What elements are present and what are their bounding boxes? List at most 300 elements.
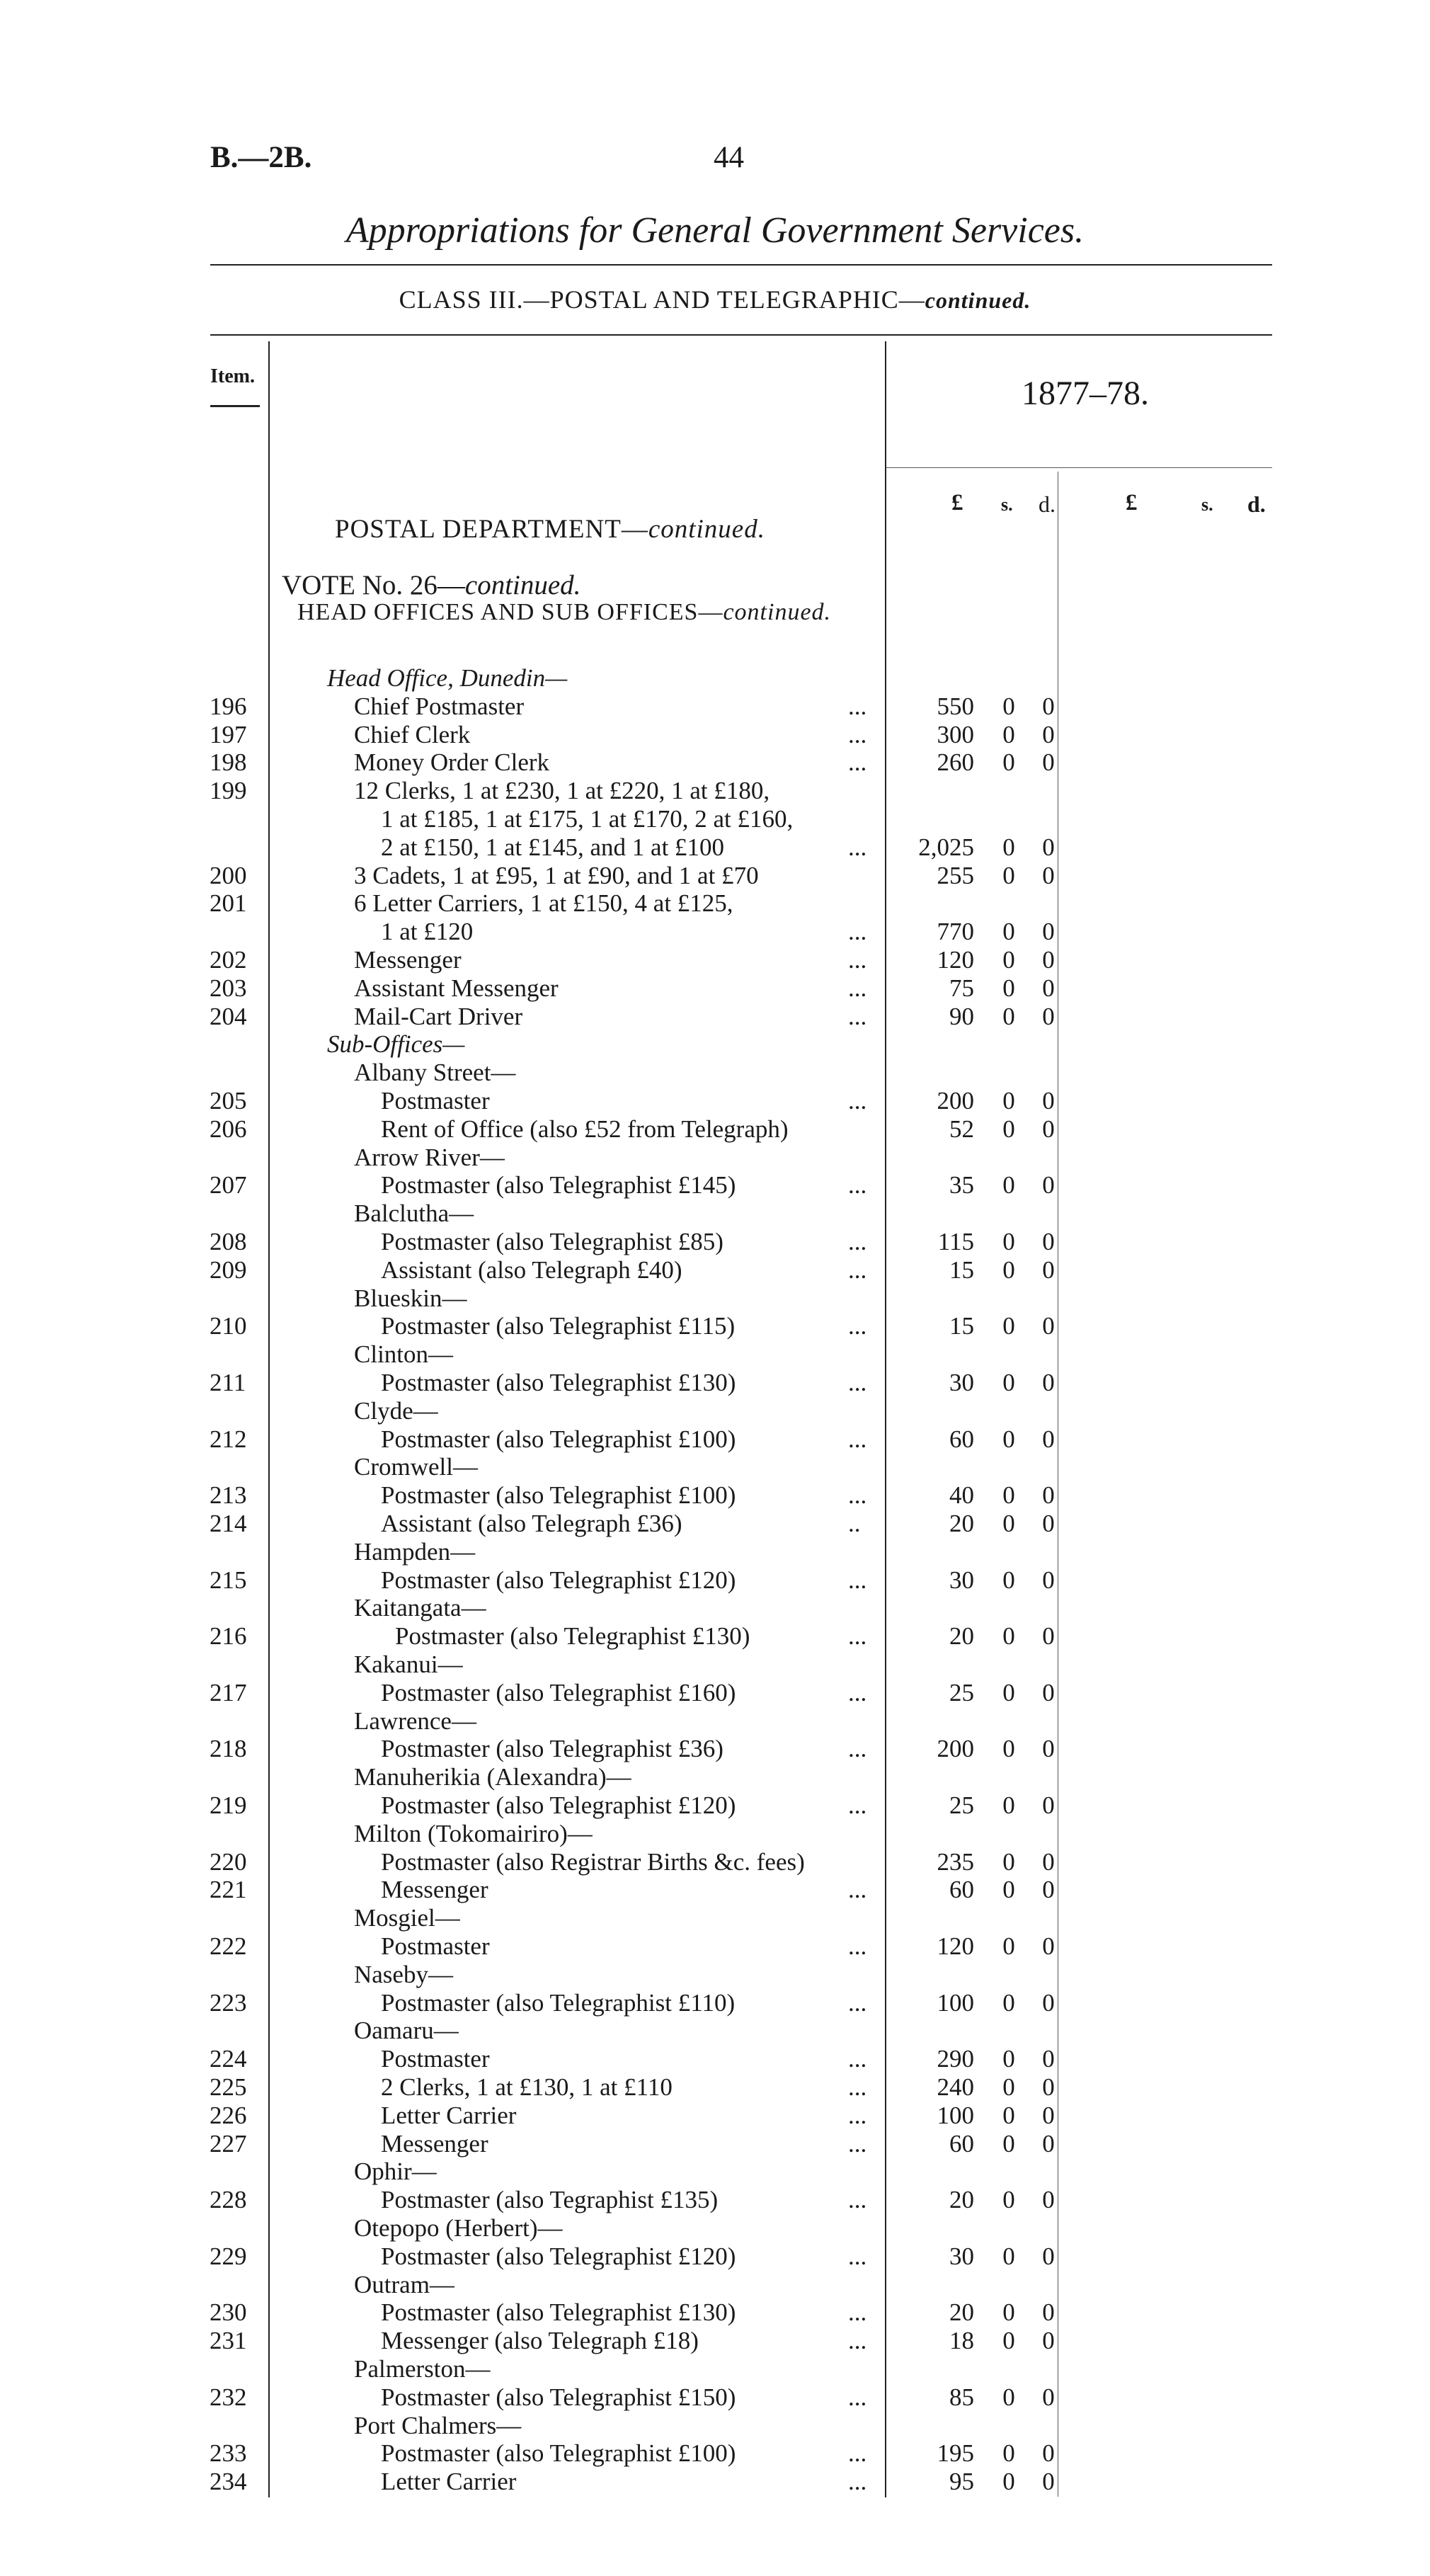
table-row [0, 889, 1430, 918]
leader-dots: ... [848, 1876, 867, 1903]
amount-pounds: 30 [949, 2242, 974, 2270]
amount-pounds: 15 [949, 1256, 974, 1284]
amount-shillings: 0 [1002, 2468, 1015, 2495]
table-row [0, 1820, 1430, 1848]
item-description: Outram— [354, 2271, 454, 2298]
amount-pence: 0 [1042, 2298, 1055, 2326]
item-description: Naseby— [354, 1961, 453, 1988]
leader-dots: ... [848, 1087, 867, 1115]
amount-pence: 0 [1042, 1369, 1055, 1396]
amount-pounds: 240 [937, 2073, 974, 2101]
amount-shillings: 0 [1002, 2073, 1015, 2101]
amount-pence: 0 [1042, 1425, 1055, 1453]
item-description: 2 Clerks, 1 at £130, 1 at £110 [381, 2073, 673, 2101]
table-row [0, 1397, 1430, 1425]
item-description: Postmaster (also Registrar Births &c. fees) [381, 1848, 805, 1876]
department-heading-text: POSTAL DEPARTMENT— [335, 515, 648, 544]
item-description: Messenger (also Telegraph £18) [381, 2327, 699, 2354]
offices-heading [297, 599, 831, 626]
amount-pence: 0 [1042, 1932, 1055, 1960]
amount-shillings: 0 [1002, 1622, 1015, 1650]
table-row [0, 1228, 1430, 1256]
page-number: 44 [714, 141, 744, 174]
amount-shillings: 0 [1002, 1256, 1015, 1284]
item-header-underline [210, 405, 260, 407]
item-description: Messenger [381, 1876, 488, 1903]
amount-shillings: 0 [1002, 1989, 1015, 2017]
amount-shillings: 0 [1002, 1115, 1015, 1143]
amount-pence: 0 [1042, 1510, 1055, 1537]
item-description: Kakanui— [354, 1651, 463, 1678]
amount-shillings: 0 [1002, 1003, 1015, 1030]
amount-shillings: 0 [1002, 1369, 1015, 1396]
item-description: Postmaster [381, 2045, 490, 2073]
amount-shillings: 0 [1002, 2242, 1015, 2270]
table-row [0, 1622, 1430, 1651]
amount-pence: 0 [1042, 2045, 1055, 2073]
table-row [0, 1340, 1430, 1369]
table-row [0, 721, 1430, 749]
amount-pounds: 60 [949, 2130, 974, 2158]
item-column-header: Item. [210, 365, 255, 387]
table-row [0, 1510, 1430, 1538]
leader-dots: ... [848, 2468, 867, 2495]
item-description: Cromwell— [354, 1453, 478, 1481]
table-row [0, 1199, 1430, 1228]
item-description: Blueskin— [354, 1284, 467, 1312]
leader-dots: ... [848, 2073, 867, 2101]
vote-heading [282, 569, 580, 601]
table-row [0, 2412, 1430, 2440]
item-number: 231 [210, 2327, 247, 2354]
amount-pence: 0 [1042, 833, 1055, 861]
item-description: Port Chalmers— [354, 2412, 522, 2439]
amount-pounds: 30 [949, 1369, 974, 1396]
table-row [0, 2383, 1430, 2412]
table-row [0, 1566, 1430, 1595]
table-row [0, 2439, 1430, 2468]
class-heading [0, 285, 1430, 314]
amount-pence: 0 [1042, 2102, 1055, 2129]
item-number: 199 [210, 777, 247, 804]
leader-dots: ... [848, 1735, 867, 1762]
item-description: Postmaster (also Telegraphist £100) [381, 1481, 736, 1509]
leader-dots: ... [848, 2130, 867, 2158]
item-number: 208 [210, 1228, 247, 1255]
item-description: Lawrence— [354, 1707, 476, 1735]
item-description: Postmaster (also Telegraphist £110) [381, 1989, 736, 2017]
item-description: Postmaster (also Telegraphist £150) [381, 2383, 736, 2411]
item-number: 205 [210, 1087, 247, 1115]
department-heading [335, 514, 765, 545]
amount-pounds: 100 [937, 2102, 974, 2129]
leader-dots: ... [848, 2102, 867, 2129]
item-description: Postmaster [381, 1087, 490, 1115]
amount-pence: 0 [1042, 918, 1055, 945]
pence-header-1: d. [1039, 491, 1056, 517]
item-number: 218 [210, 1735, 247, 1762]
amount-pounds: 75 [949, 974, 974, 1002]
item-description: Mosgiel— [354, 1904, 460, 1932]
amount-pounds: 20 [949, 1510, 974, 1537]
leader-dots: ... [848, 1171, 867, 1199]
shilling-header-2: s. [1201, 494, 1213, 515]
amount-shillings: 0 [1002, 918, 1015, 945]
table-row [0, 2271, 1430, 2299]
leader-dots: ... [848, 2242, 867, 2270]
amount-shillings: 0 [1002, 1876, 1015, 1903]
amount-pence: 0 [1042, 1256, 1055, 1284]
table-row [0, 2045, 1430, 2073]
item-description: Letter Carrier [381, 2102, 517, 2129]
table-row [0, 1848, 1430, 1876]
amount-pounds: 200 [937, 1087, 974, 1115]
item-number: 201 [210, 889, 247, 917]
amount-pence: 0 [1042, 748, 1055, 776]
item-description: Clinton— [354, 1340, 454, 1368]
table-row [0, 1003, 1430, 1031]
item-description: Kaitangata— [354, 1594, 486, 1622]
amount-shillings: 0 [1002, 693, 1015, 720]
item-number: 198 [210, 748, 247, 776]
item-description: Albany Street— [354, 1059, 516, 1086]
table-row [0, 2214, 1430, 2242]
class-rule [210, 334, 1272, 336]
amount-pence: 0 [1042, 693, 1055, 720]
amount-pounds: 90 [949, 1003, 974, 1030]
amount-pounds: 2,025 [918, 833, 974, 861]
amount-shillings: 0 [1002, 2439, 1015, 2467]
amount-pounds: 255 [937, 862, 974, 889]
item-number: 196 [210, 693, 247, 720]
amount-pence: 0 [1042, 862, 1055, 889]
amount-pounds: 25 [949, 1679, 974, 1706]
amount-pence: 0 [1042, 1115, 1055, 1143]
department-heading-continued: continued. [648, 515, 765, 544]
leader-dots: ... [848, 946, 867, 974]
amount-pounds: 60 [949, 1876, 974, 1903]
item-description: Sub-Offices— [327, 1030, 465, 1058]
amount-pence: 0 [1042, 2327, 1055, 2354]
table-row [0, 1059, 1430, 1087]
leader-dots: ... [848, 1932, 867, 1960]
amount-shillings: 0 [1002, 1481, 1015, 1509]
table-row [0, 2327, 1430, 2355]
amount-pence: 0 [1042, 1481, 1055, 1509]
leader-dots: ... [848, 1481, 867, 1509]
item-description: Postmaster (also Telegraphist £145) [381, 1171, 736, 1199]
item-description: Postmaster (also Telegraphist £115) [381, 1312, 736, 1340]
table-row [0, 862, 1430, 890]
item-description: Postmaster (also Telegraphist £100) [381, 1425, 736, 1453]
table-row [0, 1481, 1430, 1510]
table-row [0, 1763, 1430, 1791]
leader-dots: ... [848, 1989, 867, 2017]
pence-header-2: d. [1247, 491, 1266, 517]
amount-pounds: 52 [949, 1115, 974, 1143]
item-description: Rent of Office (also £52 from Telegraph) [381, 1115, 789, 1143]
item-number: 225 [210, 2073, 247, 2101]
table-row [0, 2073, 1430, 2102]
table-row [0, 2158, 1430, 2186]
amount-pence: 0 [1042, 1171, 1055, 1199]
table-row [0, 664, 1430, 693]
item-number: 214 [210, 1510, 247, 1537]
item-number: 230 [210, 2298, 247, 2326]
table-row [0, 693, 1430, 721]
amount-pence: 0 [1042, 2186, 1055, 2213]
item-description: Postmaster (also Telegraphist £160) [381, 1679, 736, 1706]
amount-pounds: 20 [949, 2298, 974, 2326]
item-description: Postmaster (also Tegraphist £135) [381, 2186, 719, 2213]
item-description: Messenger [354, 946, 462, 974]
item-number: 223 [210, 1989, 247, 2017]
table-row [0, 1707, 1430, 1736]
item-number: 232 [210, 2383, 247, 2411]
table-row [0, 1256, 1430, 1284]
leader-dots: ... [848, 1425, 867, 1453]
item-number: 228 [210, 2186, 247, 2213]
table-row [0, 2355, 1430, 2383]
amount-pence: 0 [1042, 1566, 1055, 1594]
amount-pounds: 235 [937, 1848, 974, 1876]
item-description: Ophir— [354, 2158, 437, 2185]
item-description: Postmaster (also Telegraphist £130) [381, 1369, 736, 1396]
amount-pounds: 40 [949, 1481, 974, 1509]
table-row [0, 2298, 1430, 2327]
vote-heading-text: VOTE No. 26— [282, 570, 465, 600]
amount-pence: 0 [1042, 721, 1055, 748]
offices-heading-text: HEAD OFFICES AND SUB OFFICES— [297, 599, 723, 625]
table-row [0, 1030, 1430, 1059]
item-description: Milton (Tokomairiro)— [354, 1820, 593, 1847]
amount-shillings: 0 [1002, 1566, 1015, 1594]
amount-pounds: 120 [937, 946, 974, 974]
amount-pounds: 60 [949, 1425, 974, 1453]
amount-pence: 0 [1042, 1087, 1055, 1115]
item-number: 202 [210, 946, 247, 974]
table-row [0, 1115, 1430, 1144]
amount-pounds: 550 [937, 693, 974, 720]
amount-shillings: 0 [1002, 721, 1015, 748]
amount-pounds: 115 [937, 1228, 974, 1255]
leader-dots: ... [848, 1791, 867, 1819]
table-row [0, 2130, 1430, 2158]
item-number: 222 [210, 1932, 247, 1960]
leader-dots: ... [848, 1312, 867, 1340]
table-row [0, 1453, 1430, 1481]
amount-pounds: 20 [949, 1622, 974, 1650]
amount-pence: 0 [1042, 2383, 1055, 2411]
amount-shillings: 0 [1002, 833, 1015, 861]
item-description: Postmaster (also Telegraphist £120) [381, 1791, 736, 1819]
item-number: 197 [210, 721, 247, 748]
item-description: Postmaster (also Telegraphist £120) [381, 2242, 736, 2270]
leader-dots: ... [848, 2383, 867, 2411]
title-rule [210, 264, 1272, 266]
year-rule [885, 467, 1272, 468]
table-row [0, 1171, 1430, 1199]
amount-pounds: 18 [949, 2327, 974, 2354]
item-number: 212 [210, 1425, 247, 1453]
amount-pence: 0 [1042, 1848, 1055, 1876]
item-description: Postmaster (also Telegraphist £130) [395, 1622, 750, 1650]
amount-pounds: 25 [949, 1791, 974, 1819]
amount-pounds: 35 [949, 1171, 974, 1199]
item-description: Postmaster [381, 1932, 490, 1960]
amount-shillings: 0 [1002, 974, 1015, 1002]
amount-shillings: 0 [1002, 946, 1015, 974]
item-description: Manuherikia (Alexandra)— [354, 1763, 631, 1791]
table-row [0, 2186, 1430, 2214]
item-description: Hampden— [354, 1538, 476, 1566]
amount-pounds: 200 [937, 1735, 974, 1762]
leader-dots: ... [848, 2439, 867, 2467]
table-row [0, 1679, 1430, 1707]
table-row [0, 1369, 1430, 1397]
item-description: Assistant (also Telegraph £40) [381, 1256, 682, 1284]
amount-shillings: 0 [1002, 2327, 1015, 2354]
item-number: 210 [210, 1312, 247, 1340]
table-row [0, 2242, 1430, 2271]
amount-shillings: 0 [1002, 1171, 1015, 1199]
item-description: Postmaster (also Telegraphist £85) [381, 1228, 723, 1255]
item-description: Oamaru— [354, 2017, 459, 2044]
shilling-header-1: s. [1001, 494, 1013, 515]
table-row [0, 1904, 1430, 1932]
item-description: 1 at £120 [381, 918, 474, 945]
table-row [0, 1284, 1430, 1313]
amount-shillings: 0 [1002, 2298, 1015, 2326]
amount-shillings: 0 [1002, 2130, 1015, 2158]
leader-dots: ... [848, 1228, 867, 1255]
document-reference: B.—2B. [210, 141, 312, 174]
item-description: 3 Cadets, 1 at £95, 1 at £90, and 1 at £70 [354, 862, 759, 889]
leader-dots: ... [848, 2327, 867, 2354]
amount-pence: 0 [1042, 1622, 1055, 1650]
leader-dots: ... [848, 2186, 867, 2213]
item-number: 206 [210, 1115, 247, 1143]
table-row [0, 2102, 1430, 2130]
item-number: 221 [210, 1876, 247, 1903]
item-description: Chief Clerk [354, 721, 471, 748]
item-description: Arrow River— [354, 1144, 505, 1171]
pound-header-1: £ [951, 490, 963, 515]
item-number: 224 [210, 2045, 247, 2073]
leader-dots: ... [848, 1369, 867, 1396]
amount-pence: 0 [1042, 1228, 1055, 1255]
amount-pence: 0 [1042, 1876, 1055, 1903]
page-title: Appropriations for General Government Services. [345, 210, 1085, 251]
amount-shillings: 0 [1002, 1735, 1015, 1762]
amount-pounds: 100 [937, 1989, 974, 2017]
amount-pence: 0 [1042, 974, 1055, 1002]
item-number: 211 [210, 1369, 246, 1396]
amount-pounds: 95 [949, 2468, 974, 2495]
amount-shillings: 0 [1002, 1425, 1015, 1453]
table-row [0, 1735, 1430, 1763]
amount-pence: 0 [1042, 2242, 1055, 2270]
leader-dots: ... [848, 2045, 867, 2073]
item-number: 226 [210, 2102, 247, 2129]
amount-shillings: 0 [1002, 2045, 1015, 2073]
table-row [0, 1651, 1430, 1679]
item-number: 200 [210, 862, 247, 889]
leader-dots: ... [848, 1679, 867, 1706]
item-description: 1 at £185, 1 at £175, 1 at £170, 2 at £160, [381, 805, 794, 833]
amount-shillings: 0 [1002, 2383, 1015, 2411]
table-row [0, 974, 1430, 1003]
table-row [0, 1876, 1430, 1904]
leader-dots: ... [848, 693, 867, 720]
amount-shillings: 0 [1002, 748, 1015, 776]
year-header: 1877–78. [1022, 375, 1149, 412]
amount-pence: 0 [1042, 1003, 1055, 1030]
amount-pounds: 300 [937, 721, 974, 748]
item-description: Chief Postmaster [354, 693, 525, 720]
table-row [0, 918, 1430, 946]
table-row [0, 1961, 1430, 1989]
amount-shillings: 0 [1002, 862, 1015, 889]
table-row [0, 2468, 1430, 2496]
table-row [0, 777, 1430, 805]
table-row [0, 833, 1430, 862]
amount-pounds: 770 [937, 918, 974, 945]
amount-shillings: 0 [1002, 1679, 1015, 1706]
amount-pence: 0 [1042, 1989, 1055, 2017]
amount-shillings: 0 [1002, 2102, 1015, 2129]
item-description: Messenger [381, 2130, 488, 2158]
table-row [0, 1144, 1430, 1172]
amount-pounds: 15 [949, 1312, 974, 1340]
amount-shillings: 0 [1002, 1932, 1015, 1960]
amount-pounds: 290 [937, 2045, 974, 2073]
amount-pounds: 20 [949, 2186, 974, 2213]
item-description: Money Order Clerk [354, 748, 550, 776]
class-heading-continued: continued. [925, 287, 1031, 313]
amount-pounds: 120 [937, 1932, 974, 1960]
item-description: Postmaster (also Telegraphist £100) [381, 2439, 736, 2467]
amount-shillings: 0 [1002, 1848, 1015, 1876]
leader-dots: ... [848, 721, 867, 748]
item-description: Mail-Cart Driver [354, 1003, 523, 1030]
item-description: 2 at £150, 1 at £145, and 1 at £100 [381, 833, 725, 861]
table-row [0, 1087, 1430, 1115]
amount-shillings: 0 [1002, 1791, 1015, 1819]
item-description: Assistant (also Telegraph £36) [381, 1510, 682, 1537]
item-number: 227 [210, 2130, 247, 2158]
item-number: 207 [210, 1171, 247, 1199]
amount-pounds: 260 [937, 748, 974, 776]
vote-heading-continued: continued. [464, 570, 581, 600]
item-description: Balclutha— [354, 1199, 474, 1227]
amount-pence: 0 [1042, 2468, 1055, 2495]
table-row [0, 1989, 1430, 2017]
table-row [0, 1932, 1430, 1961]
amount-shillings: 0 [1002, 1510, 1015, 1537]
amount-pence: 0 [1042, 2073, 1055, 2101]
leader-dots: ... [848, 1003, 867, 1030]
table-row [0, 1425, 1430, 1454]
amount-shillings: 0 [1002, 1312, 1015, 1340]
pound-header-2: £ [1126, 490, 1138, 515]
amount-pounds: 195 [937, 2439, 974, 2467]
item-number: 216 [210, 1622, 247, 1650]
leader-dots: ... [848, 833, 867, 861]
item-description: Postmaster (also Telegraphist £120) [381, 1566, 736, 1594]
item-number: 229 [210, 2242, 247, 2270]
item-number: 203 [210, 974, 247, 1002]
